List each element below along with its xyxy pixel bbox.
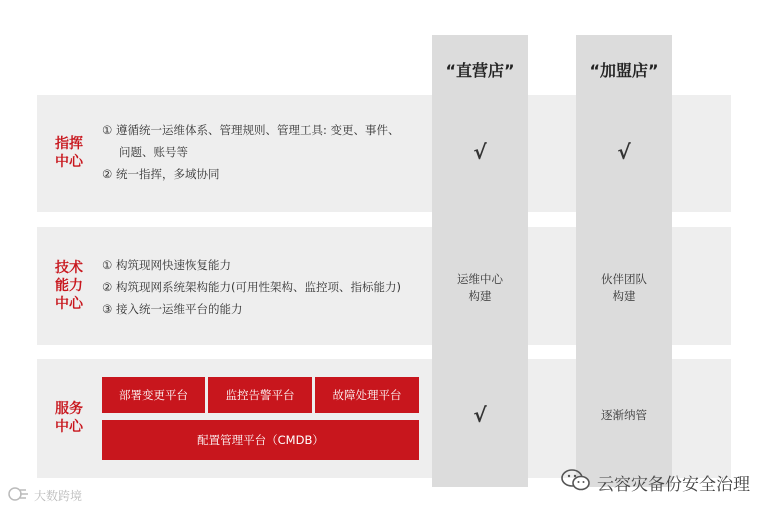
deploy-change-platform: 部署变更平台: [102, 377, 205, 413]
command-center-line-3: ② 统一指挥，多域协同: [102, 167, 220, 181]
row-gap-2-direct: [432, 345, 528, 359]
row-gap-1-franchise: [576, 212, 672, 227]
fault-handling-platform: 故障处理平台: [315, 377, 419, 413]
tech-center-title: 技术 能力 中心: [55, 260, 83, 312]
service-center-title: 服务 中心: [55, 401, 83, 435]
watermark-right-text: 云容灾备份安全治理: [597, 475, 750, 495]
row-gap-1-direct: [432, 212, 528, 227]
brand-logo-icon: [8, 486, 30, 505]
command-center-description: [102, 119, 400, 185]
tech-center-description: [102, 254, 401, 320]
franchise-store-header: “加盟店”: [589, 61, 659, 80]
tech-center-franchise-cell: 伙伴团队 构建: [601, 272, 647, 303]
tech-center-line-2: ② 构筑现网系统架构能力(可用性架构、监控项、指标能力): [102, 280, 401, 294]
service-center-franchise-cell: 逐渐纳管: [601, 408, 647, 422]
row-gap-2-franchise: [576, 345, 672, 359]
command-center-line-1: ① 遵循统一运维体系、管理规则、管理工具: 变更、事件、: [102, 123, 400, 137]
command-center-direct-check: √: [473, 140, 487, 164]
tech-center-line-1: ① 构筑现网快速恢复能力: [102, 258, 231, 272]
config-management-platform: 配置管理平台（CMDB）: [102, 420, 419, 460]
watermark-right: [561, 468, 750, 497]
wechat-icon: [561, 468, 591, 497]
watermark-left: [8, 486, 82, 505]
tech-center-direct-cell: 运维中心 构建: [457, 272, 503, 303]
service-center-direct-check: √: [473, 403, 487, 427]
command-center-title: 指挥 中心: [55, 136, 83, 170]
monitor-alert-platform: 监控告警平台: [208, 377, 312, 413]
command-center-line-2: 问题、账号等: [119, 145, 188, 159]
direct-store-header: “直营店”: [445, 61, 515, 80]
command-center-franchise-check: √: [617, 140, 631, 164]
watermark-left-text: 大数跨境: [34, 489, 83, 503]
tech-center-line-3: ③ 接入统一运维平台的能力: [102, 302, 243, 316]
